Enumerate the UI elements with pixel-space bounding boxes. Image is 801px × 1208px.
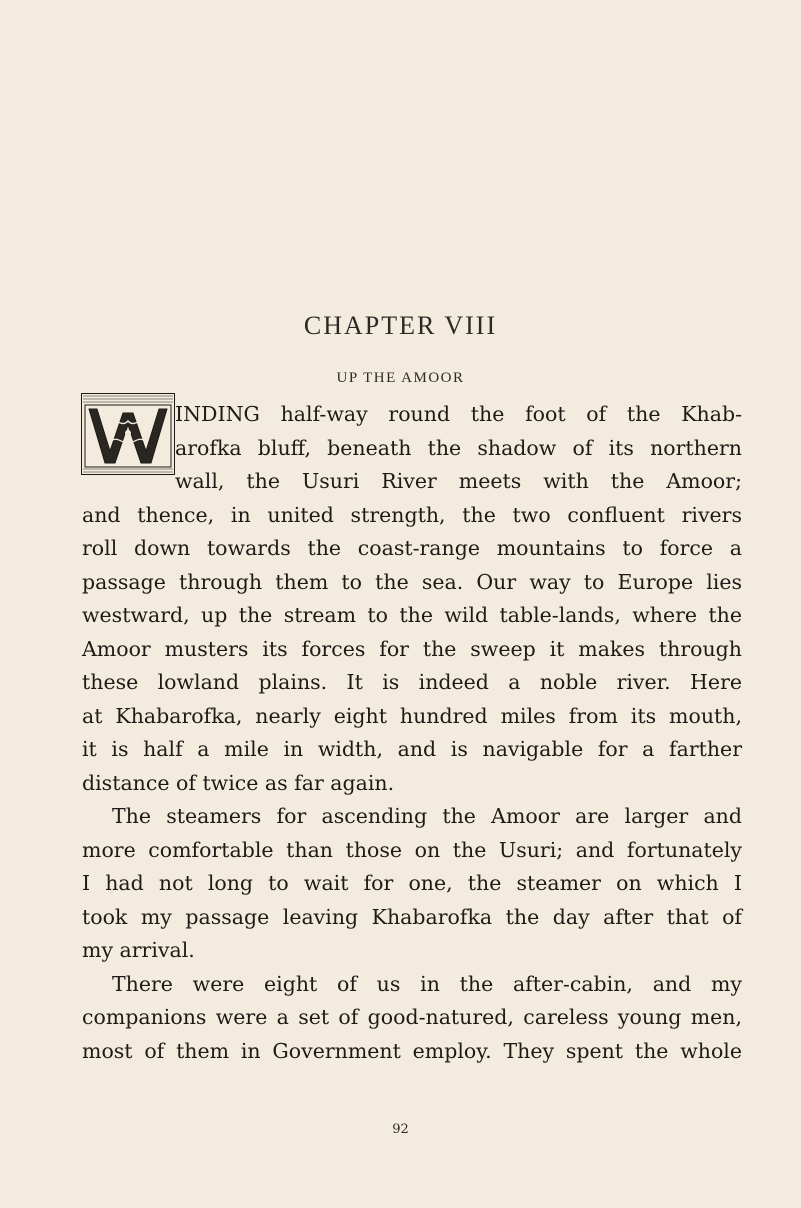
text-line: westward, up the stream to the wild table-lands, where the xyxy=(82,603,742,627)
text-line: Amoor musters its forces for the sweep it makes through xyxy=(82,636,742,661)
text-line: companions were a set of good-natured, careless young men, xyxy=(82,1005,742,1029)
text-line: wall, the Usuri River meets with the Amoor; xyxy=(175,469,742,493)
text-line: distance of twice as far again. xyxy=(82,770,395,795)
text-line: took my passage leaving Khabarofka the day after that of xyxy=(82,904,742,929)
text-line: these lowland plains. It is indeed a noble river. Here xyxy=(82,670,742,694)
chapter-subtitle: UP THE AMOOR xyxy=(336,370,465,386)
text-line: more comfortable than those on the Usuri; and fortunately xyxy=(82,837,742,862)
text-line: most of them in Government employ. They spent the whole xyxy=(82,1038,742,1063)
text-line: at Khabarofka, nearly eight hundred miles from its mouth, xyxy=(82,703,742,728)
text-line: it is half a mile in width, and is navigable for a farther xyxy=(82,737,742,761)
text-line: and thence, in united strength, the two confluent rivers xyxy=(82,502,742,527)
drop-cap-letter xyxy=(175,393,176,394)
text-line: passage through them to the sea. Our way to Europe lies xyxy=(82,569,742,594)
text-line: my arrival. xyxy=(82,938,195,962)
chapter-title: CHAPTER VIII xyxy=(303,311,498,340)
text-line: roll down towards the coast-range mountains to force a xyxy=(82,536,742,560)
text-line: There were eight of us in the after-cabin, and my xyxy=(112,971,742,996)
text-line: The steamers for ascending the Amoor are larger and xyxy=(112,804,742,828)
body-text xyxy=(82,398,742,1068)
text-line: I had not long to wait for one, the steamer on which I xyxy=(82,871,742,895)
text-line: INDING half-way round the foot of the Khab- xyxy=(175,402,742,426)
page-number: 92 xyxy=(392,1122,409,1137)
text-line: arofka bluff, beneath the shadow of its northern xyxy=(175,435,742,460)
